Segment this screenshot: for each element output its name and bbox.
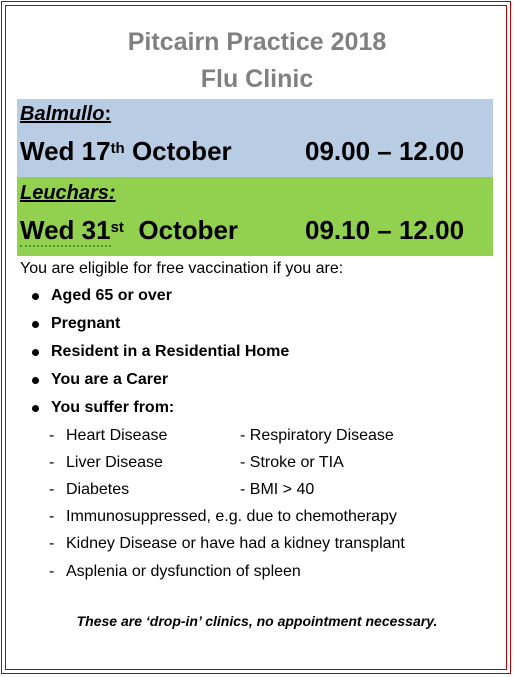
clinic-date: Wed 31st October xyxy=(20,215,239,245)
footer-note: These are ‘drop-in’ clinics, no appointment necessary. xyxy=(76,613,438,629)
bullet-icon xyxy=(32,293,39,300)
poster-title: Pitcairn Practice 2018 xyxy=(127,28,387,56)
clinic-place: Balmullo: xyxy=(20,103,112,125)
clinic-date: Wed 17th October xyxy=(20,136,232,166)
clinic-balmullo xyxy=(17,99,493,177)
list-item: You suffer from: xyxy=(32,397,289,425)
clinic-time: 09.00 – 12.00 xyxy=(305,136,465,166)
eligibility-intro: You are eligible for free vaccination if you are: xyxy=(20,260,344,277)
condition-item: - BMI > 40 xyxy=(240,481,315,498)
bullet-icon xyxy=(32,349,39,356)
eligibility-list xyxy=(32,285,289,425)
condition-item: - Respiratory Disease xyxy=(240,427,394,444)
condition-item: - Stroke or TIA xyxy=(240,454,344,471)
clinic-leuchars xyxy=(17,177,493,256)
bullet-icon xyxy=(32,321,39,328)
list-item: You are a Carer xyxy=(32,369,289,397)
clinic-time: 09.10 – 12.00 xyxy=(305,215,465,245)
list-item: Resident in a Residential Home xyxy=(32,341,289,369)
clinic-place: Leuchars: xyxy=(20,182,116,204)
list-item: Aged 65 or over xyxy=(32,285,289,313)
poster-subtitle: Flu Clinic xyxy=(200,65,314,93)
bullet-icon xyxy=(32,405,39,412)
bullet-icon xyxy=(32,377,39,384)
list-item: Pregnant xyxy=(32,313,289,341)
